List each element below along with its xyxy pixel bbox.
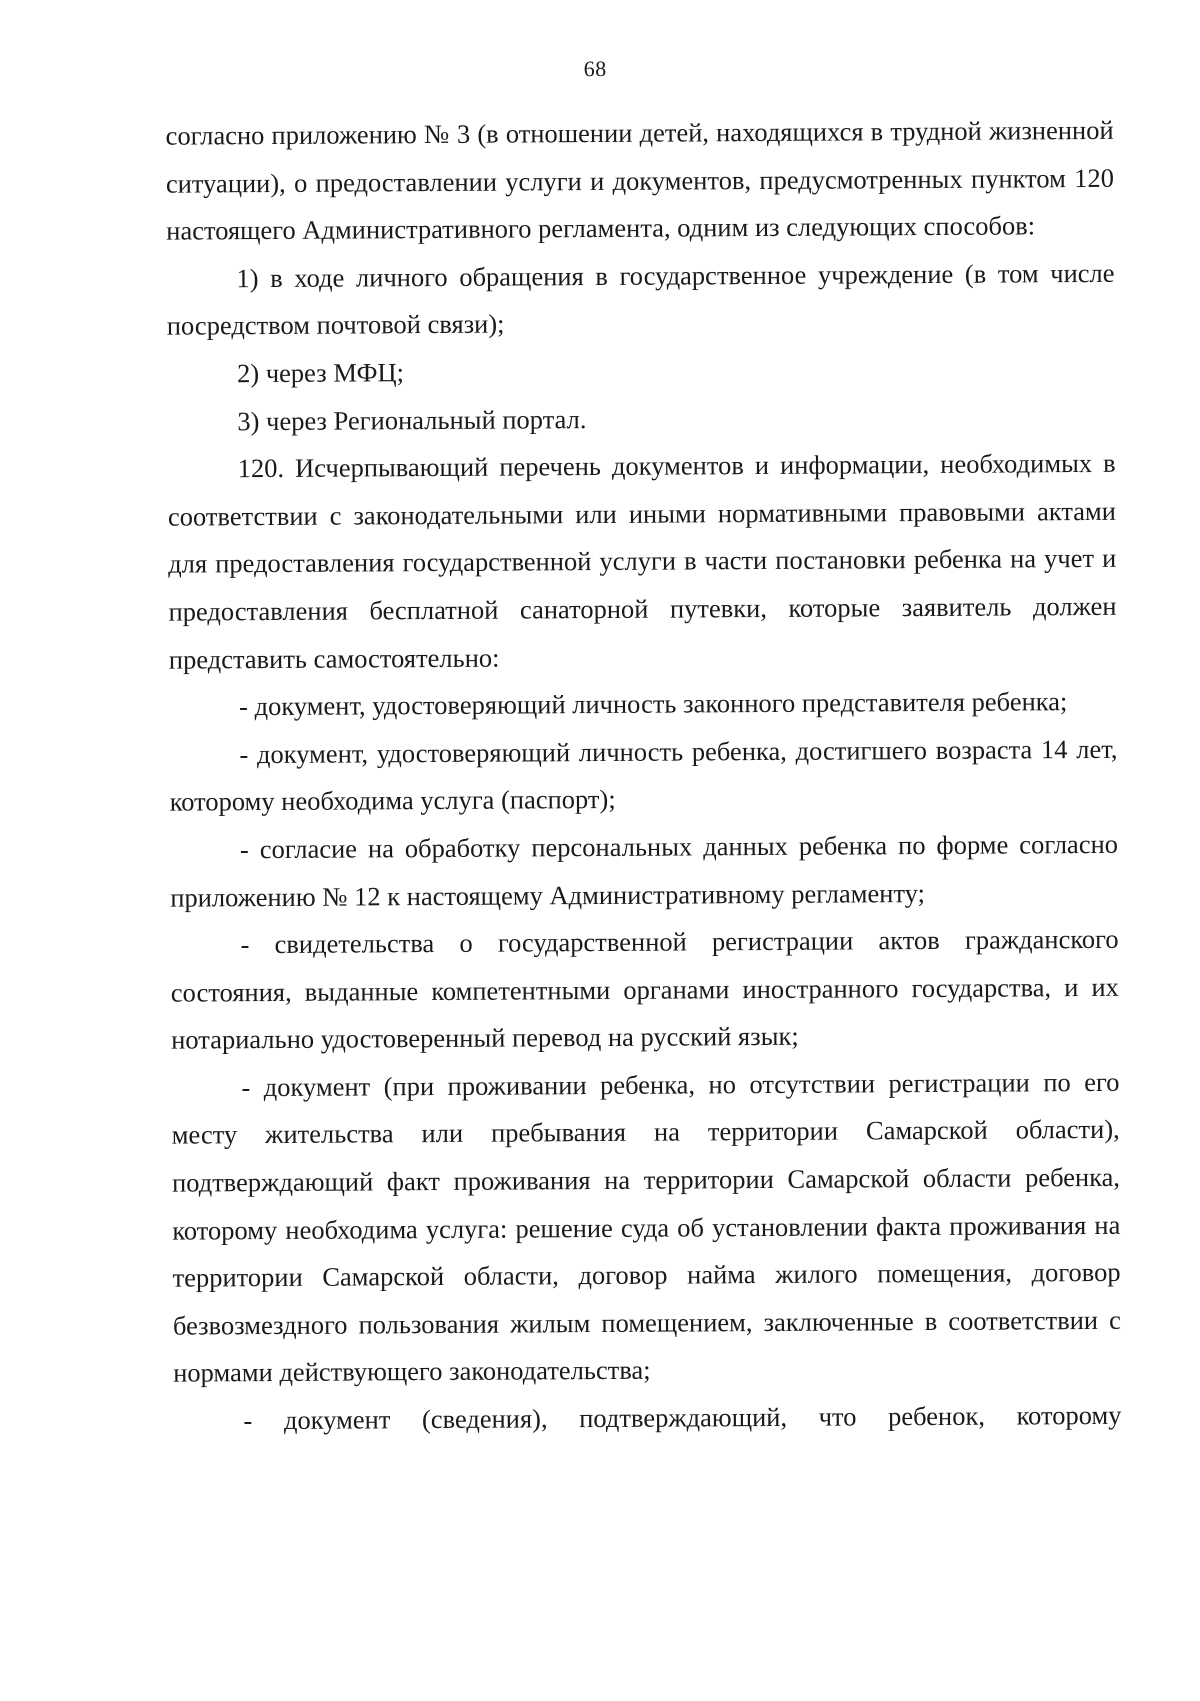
- list-item-representative-id: - документ, удостоверяющий личность законного представителя ребенка;: [239, 686, 1068, 722]
- list-item-mfc: 2) через МФЦ;: [236, 357, 405, 389]
- list-item-foreign-certificates: - свидетельства о государственной регистрации актов гражданского состояния, выданные компетентными органами иностранного государства, и их нотариально удостоверенный перевод на русский язык;: [170, 923, 1119, 1055]
- list-item-child-passport: - документ, удостоверяющий личность ребенка, достигшего возраста 14 лет, которому необходима услуга (паспорт);: [169, 733, 1118, 817]
- page-number: 68: [583, 55, 607, 82]
- list-item-data-consent: - согласие на обработку персональных данных ребенка по форме согласно приложению № 12 к настоящему Административному регламенту;: [170, 828, 1119, 913]
- list-item-personal-visit: 1) в ходе личного обращения в государственное учреждение (в том числе посредством почтовой связи);: [166, 257, 1115, 342]
- list-item-residence-proof: - документ (при проживании ребенка, но отсутствии регистрации по его месту жительства или пребывания на территории Самарской области), подтверждающий факт проживания на территории Самарской области ребенка, которому необходима услуга: решение суда об установлении факта проживания на территории Самарской области, договор найма жилого помещения, договор безвозмездного пользования жилым помещением, заключенные в соответствии с нормами действующего законодательства;: [171, 1066, 1121, 1389]
- list-item-regional-portal: 3) через Региональный портал.: [237, 403, 587, 436]
- paragraph-120: 120. Исчерпывающий перечень документов и информации, необходимых в соответствии с законодательными или иными нормативными правовыми актами для предоставления государственной услуги в части постановки ребенка на учет и предоставления бесплатной санаторной путевки, которые заявитель должен представить самостоятельно:: [167, 447, 1117, 675]
- list-item-child-status: - документ (сведения), подтверждающий, что ребенок, которому: [243, 1399, 1122, 1436]
- document-body: [165, 107, 1121, 1445]
- paragraph-continuation: согласно приложению № 3 (в отношении детей, находящихся в трудной жизненной ситуации), о предоставлении услуги и документов, предусмотренных пунктом 120 настоящего Административного регламента, одним из следующих способов:: [165, 114, 1114, 246]
